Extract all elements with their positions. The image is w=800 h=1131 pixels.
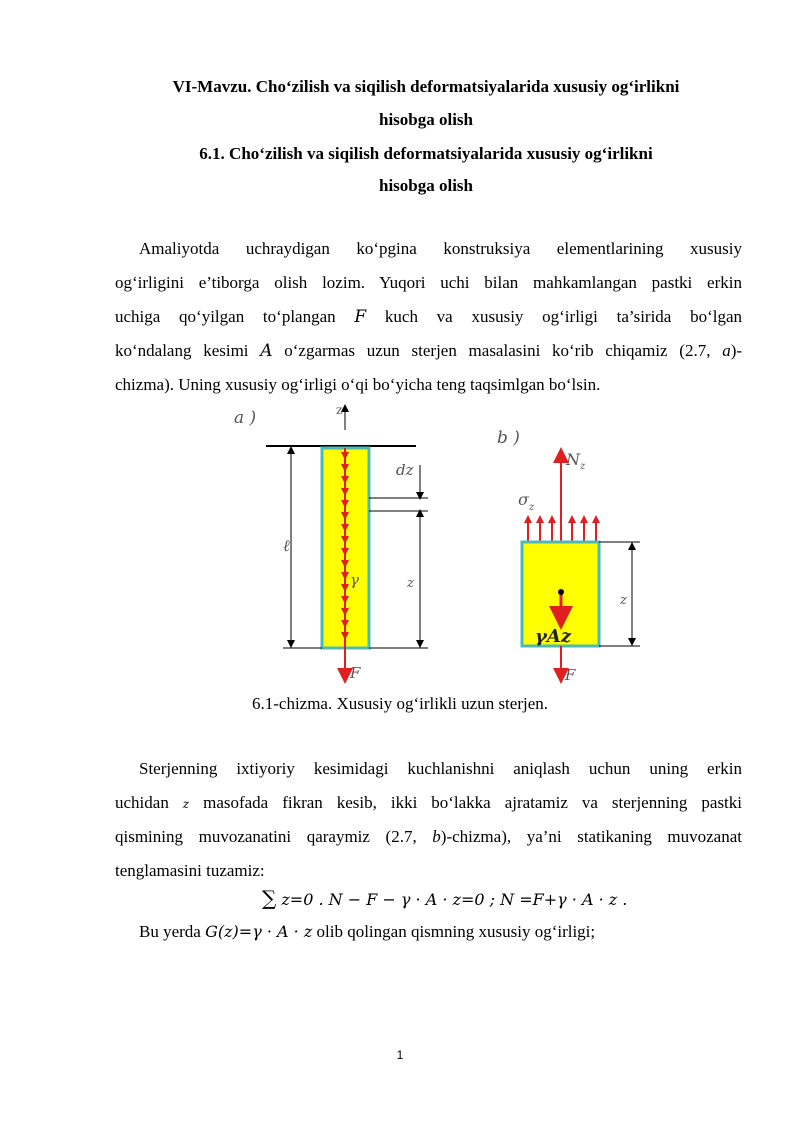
gammaAz-label: γAz	[535, 626, 572, 647]
figure-caption: 6.1-chizma. Xususiy og‘irlikli uzun sterjen.	[251, 694, 549, 713]
definition-line: Bu yerda G(z)=γ · A · z olib qolingan qismning xususiy og‘irligi;	[139, 922, 596, 941]
page-number: 1	[396, 1048, 404, 1062]
para2-line3: qismining muvozanatini qaraymiz (2.7, b)-chizma), ya’ni statikaning muvozanat	[115, 827, 742, 846]
para2-line1: Sterjenning ixtiyoriy kesimidagi kuchlanishni aniqlash uchun uning erkin	[139, 759, 742, 778]
para1-line1: Amaliyotda uchraydigan ko‘pgina konstruksiya elementlarining xususiy	[139, 239, 742, 258]
gamma-label: γ	[350, 571, 359, 589]
weight-expression: G(z)=γ · A · z	[205, 922, 313, 941]
section-title-line2: hisobga olish	[378, 176, 473, 195]
fig-b-label: b )	[497, 428, 520, 448]
chapter-title-line1: VI-Mavzu. Cho‘zilish va siqilish deformatsiyalarida xususiy og‘irlikni	[172, 77, 680, 96]
force-symbol: F	[354, 307, 367, 327]
para2-line4: tenglamasini tuzamiz:	[115, 861, 265, 880]
para2-line2: uchidan z masofada fikran kesib, ikki bo‘lakka ajratamiz va sterjenning pastki	[115, 793, 743, 812]
para1-line5: chizma). Uning xususiy og‘irligi o‘qi bo‘yicha teng taqsimlgan bo‘lsin.	[115, 375, 601, 394]
chapter-title-line2: hisobga olish	[378, 110, 473, 129]
z-symbol: z	[182, 797, 190, 811]
Nz-label: $N_z$	[566, 450, 586, 472]
sigma-label: $\sigma_z$	[518, 490, 535, 513]
length-label: ℓ	[283, 536, 290, 555]
force-F-label-b: F	[565, 666, 576, 684]
para1-line4: ko‘ndalang kesimi A o‘zgarmas uzun sterjen masalasini ko‘rib chiqamiz (2.7, a)-	[115, 341, 743, 361]
rod-figure	[0, 395, 800, 690]
fig-a-label: a )	[234, 408, 257, 428]
dz-label: dz	[396, 461, 414, 479]
sum-symbol: ∑	[262, 886, 277, 910]
para1-line3: uchiga qo‘yilgan to‘plangan F kuch va xususiy og‘irligi ta’sirida bo‘lgan	[115, 307, 743, 327]
area-symbol: A	[260, 341, 273, 361]
section-title-line1: 6.1. Cho‘zilish va siqilish deformatsiyalarida xususiy og‘irlikni	[199, 144, 653, 163]
equilibrium-formula: ∑ z=0 . N − F − γ · A · z=0 ; N =F+γ · A · z .	[262, 886, 628, 910]
paragraph-1	[115, 232, 742, 402]
force-F-label-a: F	[350, 664, 361, 682]
z-axis-label: z	[336, 403, 343, 417]
para1-line2: og‘irligini e’tiborga olish lozim. Yuqori uchi bilan mahkamlangan pastki erkin	[115, 273, 742, 292]
z-label-b: z	[620, 593, 627, 608]
z-label-a: z	[407, 576, 414, 591]
paragraph-2	[115, 752, 742, 888]
